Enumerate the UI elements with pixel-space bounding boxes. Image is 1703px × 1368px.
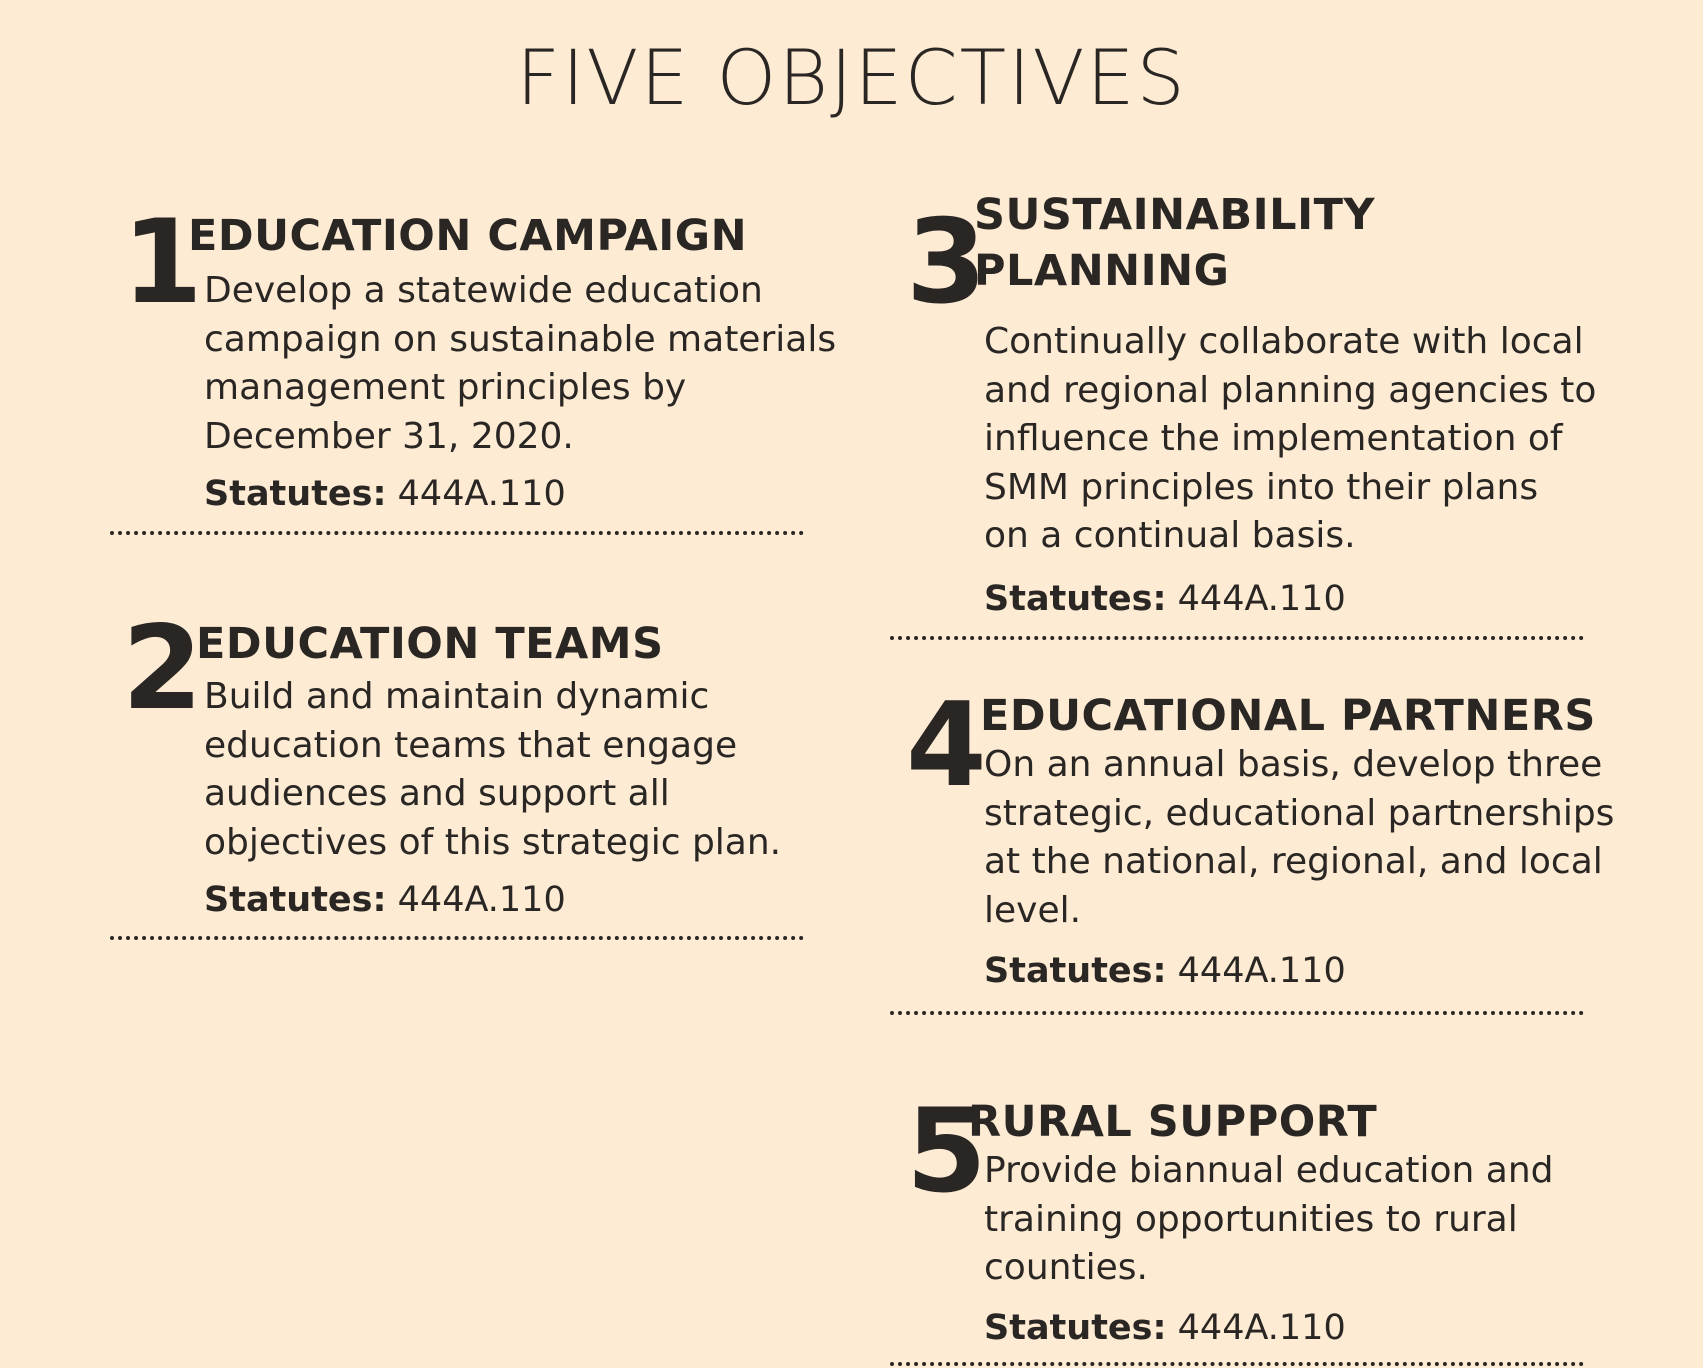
- statutes-label: Statutes:: [984, 579, 1167, 619]
- statutes-label: Statutes:: [204, 474, 387, 514]
- objective-description: [204, 673, 781, 867]
- statutes-line: [984, 949, 1346, 993]
- description-line: management principles by: [204, 367, 687, 408]
- objective-title-line: EDUCATION TEAMS: [196, 619, 664, 669]
- statutes-value: 444A.110: [1177, 951, 1346, 991]
- description-line: campaign on sustainable materials: [204, 318, 837, 360]
- statutes-label: Statutes:: [984, 951, 1167, 991]
- description-line: counties.: [984, 1247, 1148, 1288]
- objective-title: [188, 208, 747, 264]
- statutes-line: [984, 577, 1346, 621]
- statutes-line: [204, 472, 566, 516]
- description-line: Provide biannual education and: [984, 1150, 1554, 1191]
- objective-title-line: EDUCATIONAL PARTNERS: [980, 691, 1596, 741]
- description-line: objectives of this strategic plan.: [204, 821, 782, 863]
- section-divider: [110, 936, 804, 940]
- section-divider: [890, 636, 1584, 640]
- section-divider: [110, 531, 804, 535]
- statutes-label: Statutes:: [984, 1308, 1167, 1348]
- description-line: Build and maintain dynamic: [204, 676, 710, 717]
- section-divider: [890, 1011, 1584, 1015]
- description-line: level.: [984, 889, 1082, 931]
- description-line: strategic, educational partnerships: [984, 792, 1615, 834]
- objective-title-line: SUSTAINABILITY: [974, 190, 1376, 240]
- objective-number: 2: [122, 601, 199, 736]
- description-line: and regional planning agencies to: [984, 369, 1597, 411]
- statutes-line: [204, 878, 566, 922]
- objective-description: [204, 267, 836, 461]
- objective-title-line: RURAL SUPPORT: [968, 1097, 1378, 1147]
- description-line: Develop a statewide education: [204, 270, 763, 311]
- section-divider: [890, 1362, 1584, 1366]
- statutes-value: 444A.110: [397, 880, 566, 920]
- objective-title: [974, 187, 1375, 299]
- objective-description: [984, 318, 1596, 561]
- objective-number: 3: [906, 195, 983, 330]
- description-line: audiences and support all: [204, 773, 670, 814]
- statutes-value: 444A.110: [1177, 1308, 1346, 1348]
- description-line: influence the implementation of: [984, 418, 1563, 459]
- objective-number: 4: [906, 678, 983, 813]
- description-line: On an annual basis, develop three: [984, 744, 1603, 785]
- statutes-label: Statutes:: [204, 880, 387, 920]
- objective-title-line: EDUCATION CAMPAIGN: [188, 211, 748, 261]
- description-line: December 31, 2020.: [204, 415, 574, 457]
- objective-title-line: PLANNING: [974, 246, 1230, 296]
- description-line: on a continual basis.: [984, 515, 1356, 556]
- description-line: at the national, regional, and local: [984, 841, 1603, 882]
- objective-number: 1: [122, 195, 199, 330]
- description-line: SMM principles into their plans: [984, 466, 1539, 508]
- description-line: training opportunities to rural: [984, 1198, 1518, 1240]
- page-title: FIVE OBJECTIVES: [516, 33, 1187, 122]
- objective-title: [968, 1094, 1377, 1150]
- objective-title: [980, 688, 1596, 744]
- description-line: education teams that engage: [204, 724, 738, 766]
- description-line: Continually collaborate with local: [984, 321, 1584, 362]
- objective-description: [984, 1147, 1554, 1293]
- statutes-value: 444A.110: [397, 474, 566, 514]
- statutes-line: [984, 1306, 1346, 1350]
- objective-description: [984, 741, 1614, 935]
- statutes-value: 444A.110: [1177, 579, 1346, 619]
- objective-title: [196, 616, 664, 672]
- objective-number: 5: [906, 1084, 983, 1219]
